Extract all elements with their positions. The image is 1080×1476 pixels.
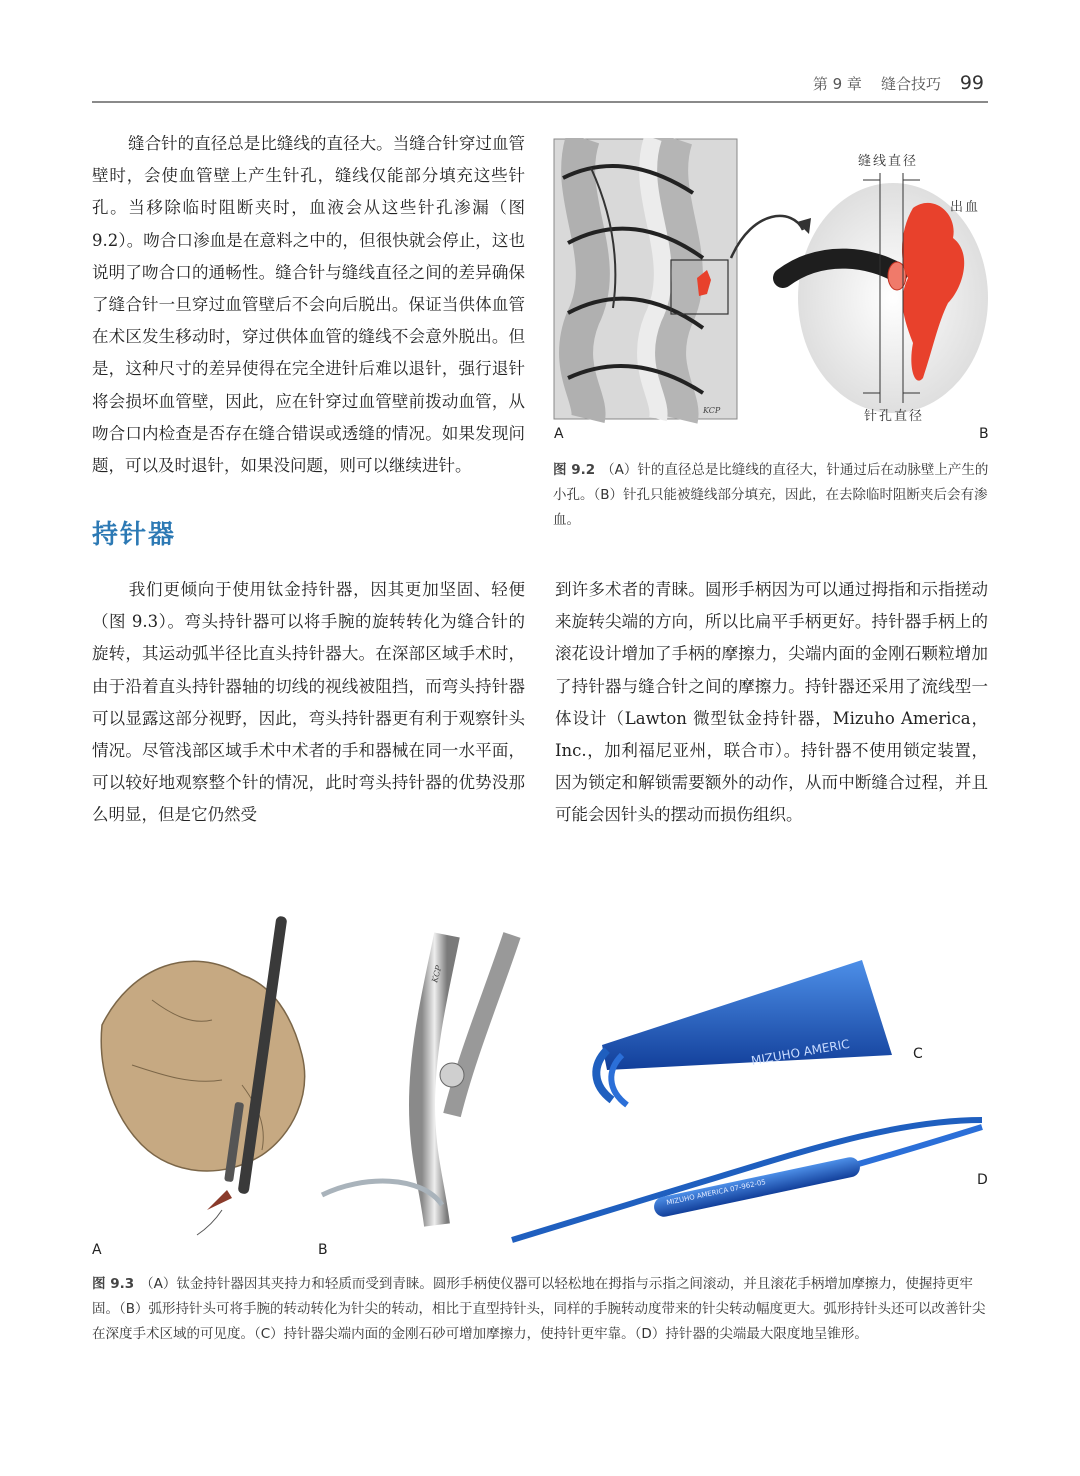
fig92-caption-text: （A）针的直径总是比缝线的直径大，针通过后在动脉壁上产生的小孔。（B）针孔只能被缝线部分填充，因此，在去除临时阻断夹后会有渗血。 [553,462,989,528]
figure-9-3-caption [92,1272,990,1347]
panel-c-blue-tip [596,960,892,1105]
fig93-caption-label: 图 9.3 [92,1276,135,1292]
paragraph-2-right: 到许多术者的青睐。圆形手柄因为可以通过拇指和示指搓动来旋转尖端的方向，所以比扁平手柄更好。持针器手柄上的滚花设计增加了手柄的摩擦力，尖端内面的金刚石颗粒增加了持针器与缝合针之间的摩擦力。持针器还采用了流线型一体设计（Lawton 微型钛金持针器，Mizuho America，Inc.，加利福尼亚州，联合市）。持针器不使用锁定装置，因为锁定和解锁需要额外的动作，从而中断缝合过程，并且可能会因针头的摆动而损伤组织。 [555,580,988,825]
brand-text-d: MIZUHO AMERICA 07-962-05 [665,1178,767,1207]
brand-text-c: MIZUHO AMERIC [750,1036,851,1068]
figure-9-2-illustration [553,138,990,428]
fig93-label-b: B [318,1242,328,1258]
figure-9-2-caption [553,458,990,533]
section-title: 持针器 [92,520,177,550]
artist-mark-92: KCP [703,406,721,415]
paragraph-1-block [92,128,525,482]
header-rule [92,101,988,103]
paragraph-2-right-block [555,574,988,832]
paragraph-1: 缝合针的直径总是比缝线的直径大。当缝合针穿过血管壁时，会使血管壁上产生针孔，缝线仅能部分填充这些针孔。当移除临时阻断夹时，血液会从这些针孔渗漏（图 9.2）。吻合口渗血是在意料之中的，但很快就会停止，这也说明了吻合口的通畅性。缝合针与缝线直径之间的差异确保了缝合针一旦穿过血管壁后不会向后脱出。保证当供体血管在术区发生移动时，穿过供体血管的缝线不会意外脱出。但是，这种尺寸的差异使得在完全进针后难以退针，强行退针将会损坏血管壁，因此，应在针穿过血管壁前拨动血管，从吻合口内检查是否存在缝合错误或透缝的情况。如果发现问题，可以及时退针，如果没问题，则可以继续进针。 [92,134,525,476]
artist-mark-93: KCP [430,964,444,984]
bleeding-label: 出血 [950,200,981,215]
fig93-label-a: A [92,1242,102,1258]
running-header [813,72,984,94]
fig93-caption-text: （A）钛金持针器因其夹持力和轻质而受到青睐。圆形手柄使仪器可以轻松地在拇指与示指之间滚动，并且滚花手柄增加摩擦力，使握持更牢固。（B）弧形持针头可将手腕的转动转化为针尖的转动，相比于直型持针头，同样的手腕转动度带来的针尖转动幅度更大。弧形持针头还可以改善针尖在深度手术区域的可见度。（C）持针器尖端内面的金刚石砂可增加摩擦力，使持针更牢靠。（D）持针器的尖端最大限度地呈锥形。 [92,1276,986,1342]
page-number: 99 [959,72,984,94]
fig92-caption-label: 图 9.2 [553,462,596,478]
fig92-label-b: B [979,426,989,442]
figure-9-3-illustration [92,905,990,1260]
panel-d-blue-holder [512,1120,982,1240]
arrow-head [797,218,811,234]
fig93-label-d: D [977,1172,988,1188]
suture-diameter-label: 缝线直径 [858,154,919,169]
figure-9-3 [92,905,990,1260]
figure-9-2 [553,138,990,428]
panel-b-bg [798,183,988,413]
header-section: 缝合技巧 [881,75,942,93]
panel-a-hand-holder [101,916,304,1235]
header-chapter: 第 9 章 [812,75,862,93]
needle-hole-label: 针孔直径 [864,409,925,424]
panel-b-curved-tip [322,935,512,1225]
paragraph-2-left: 我们更倾向于使用钛金持针器，因其更加坚固、轻便（图 9.3）。弯头持针器可以将手腕的旋转转化为缝合针的旋转，其运动弧半径比直头持针器大。在深部区域手术时，由于沿着直头持针器轴的切线的视线被阻挡，而弯头持针器可以显露这部分视野，因此，弯头持针器更有利于观察针头情况。尽管浅部区域手术中术者的手和器械在同一水平面，可以较好地观察整个针的情况，此时弯头持针器的优势没那么明显，但是它仍然受 [92,580,525,825]
fig93-label-c: C [913,1046,923,1062]
fig92-label-a: A [554,426,564,442]
paragraph-2-left-block [92,574,525,832]
arrow-curve [731,216,803,258]
